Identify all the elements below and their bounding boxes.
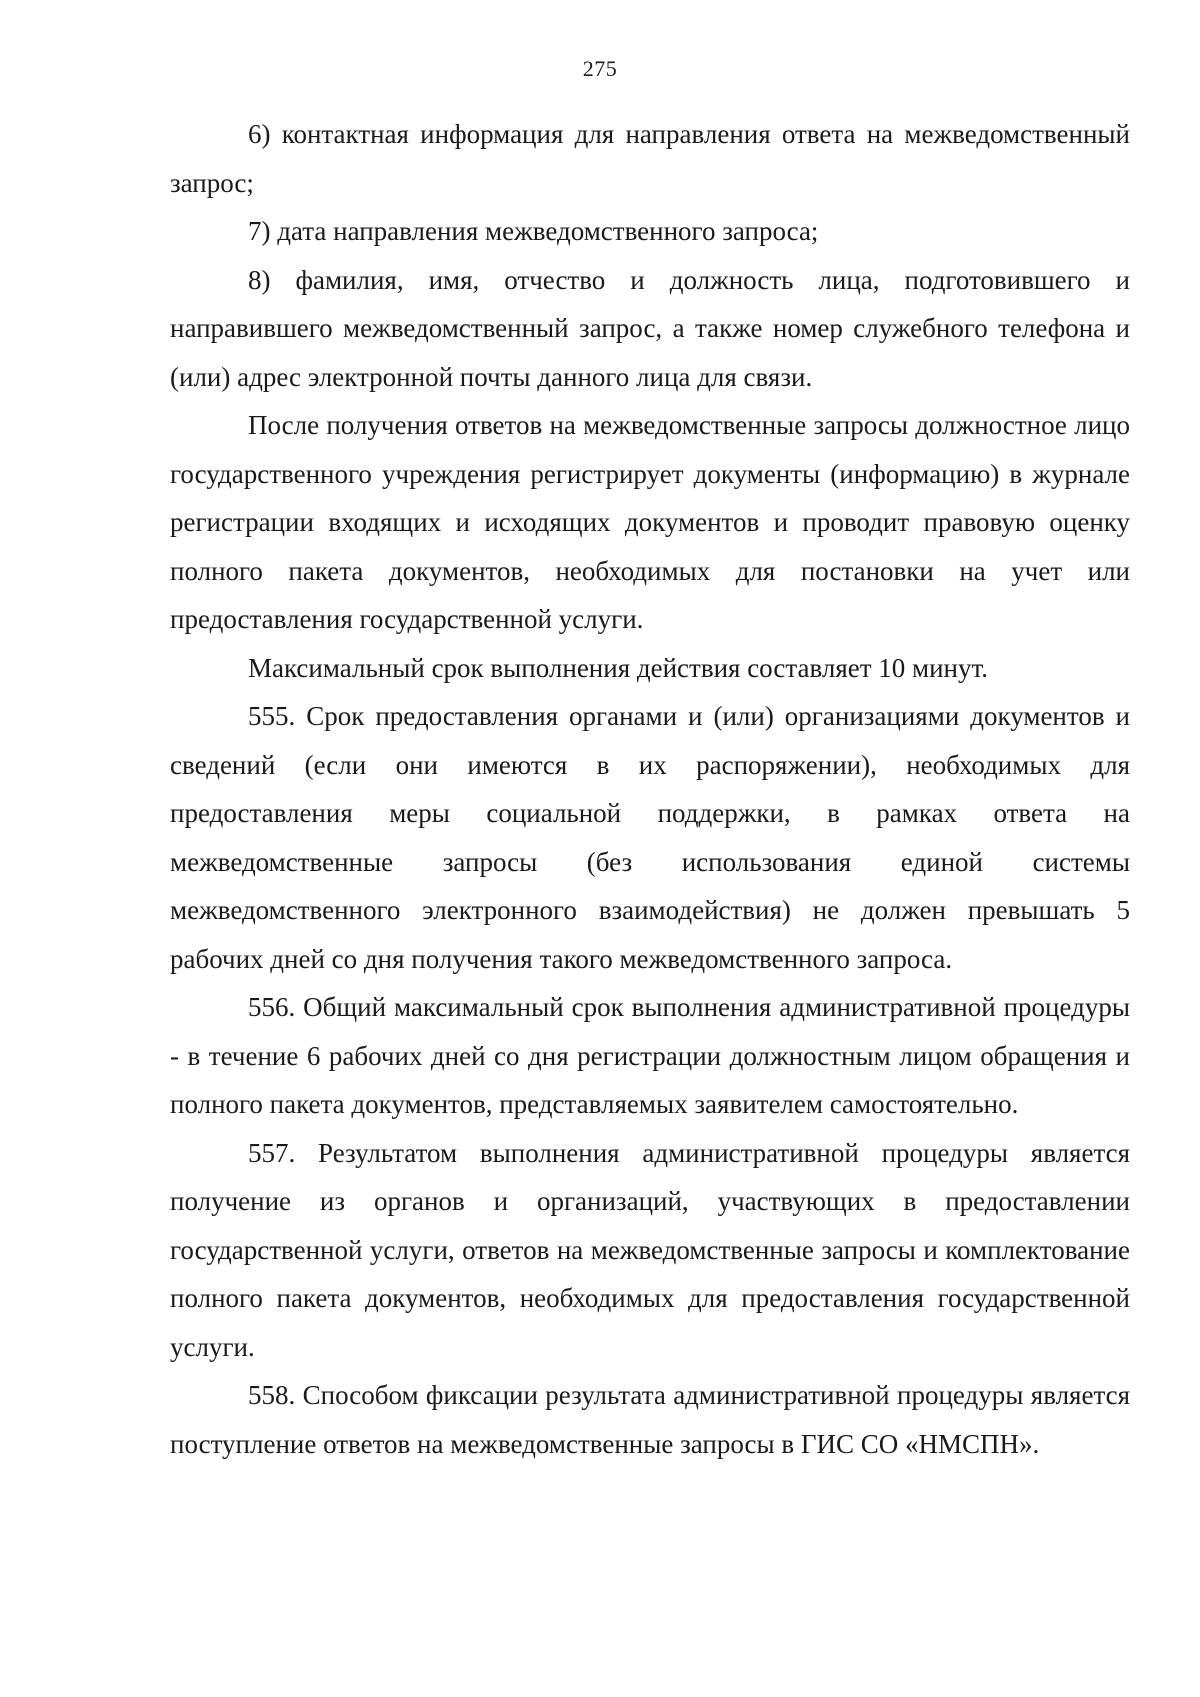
- paragraph-item-7: 7) дата направления межведомственного запроса;: [248, 216, 819, 246]
- paragraph-item-6: 6) контактная информация для направления ответа на межведомственный запрос;: [170, 119, 1130, 198]
- paragraph-max-time: Максимальный срок выполнения действия составляет 10 минут.: [248, 652, 989, 683]
- paragraph-557: 557. Результатом выполнения административной процедуры является получение из органов и организаций, участвующих в предоставлении государственной услуги, ответов на межведомственные запросы и комплектование полного пакета документов, необходимых для предоставления государственной услуги.: [170, 1137, 1130, 1362]
- page-number: 275: [582, 56, 618, 81]
- paragraph-item-8: 8) фамилия, имя, отчество и должность лица, подготовившего и направившего межведомственный запрос, а также номер служебного телефона и (или) адрес электронной почты данного лица для связи.: [170, 264, 1130, 392]
- document-body: [170, 110, 1130, 1468]
- paragraph-556: 556. Общий максимальный срок выполнения административной процедуры - в течение 6 рабочих дней со дня регистрации должностным лицом обращения и полного пакета документов, представляемых заявителем самостоятельно.: [170, 992, 1130, 1119]
- paragraph-after-responses: После получения ответов на межведомственные запросы должностное лицо государственного учреждения регистрирует документы (информацию) в журнале регистрации входящих и исходящих документов и проводит правовую оценку полного пакета документов, необходимых для постановки на учет или предоставления государственной услуги.: [170, 410, 1130, 634]
- paragraph-558: 558. Способом фиксации результата административной процедуры является поступление ответов на межведомственные запросы в ГИС СО «НМСПН».: [170, 1380, 1130, 1459]
- paragraph-555: 555. Срок предоставления органами и (или) организациями документов и сведений (если они имеются в их распоряжении), необходимых для предоставления меры социальной поддержки, в рамках ответа на межведомственные запросы (без использования единой системы межведомственного электронного взаимодействия) не должен превышать 5 рабочих дней со дня получения такого межведомственного запроса.: [170, 701, 1130, 974]
